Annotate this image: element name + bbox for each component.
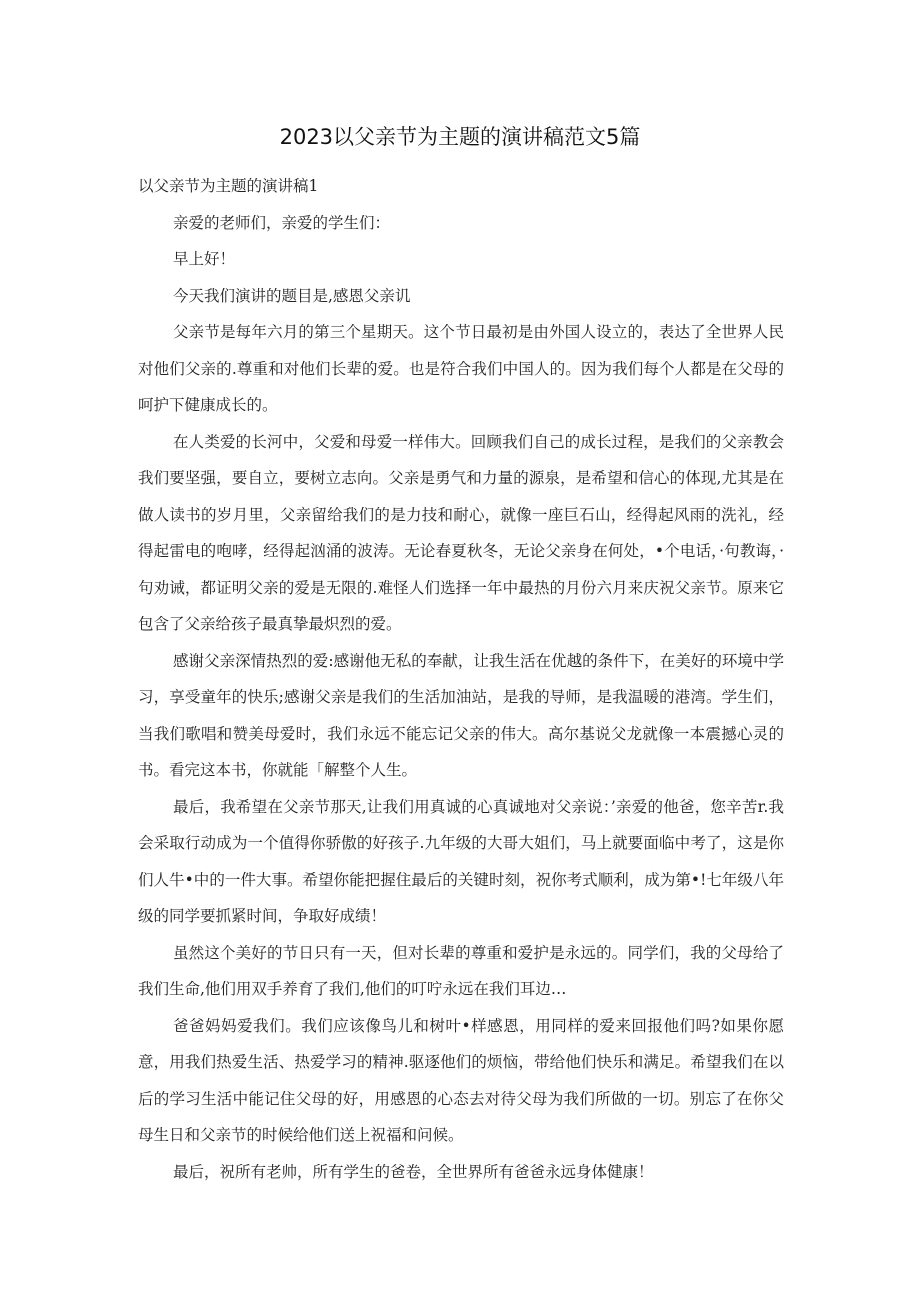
paragraph-fathers-day-origin: 父亲节是每年六月的第三个星期天。这个节日最初是由外国人设立的，表达了全世界人民对他们父亲的.尊重和对他们长辈的爱。也是符合我们中国人的。因为我们每个人都是在父母的呵护下健康成长的。	[138, 323, 784, 414]
paragraph-wishes: 最后，我希望在父亲节那天,让我们用真诚的心真诚地对父亲说：’亲爱的他爸，您辛苦r.我会采取行动成为一个值得你骄傲的好孩子.九年级的大哥大姐们，马上就要面临中考了，这是你们人牛•中的一件大事。希望你能把握住最后的关键时刻，祝你考式顺利，成为第•!七年级八年级的同学要抓紧时间，争取好成绩！	[138, 797, 784, 925]
paragraph-gratitude: 感谢父亲深情热烈的爱:感谢他无私的奉献，让我生活在优越的条件下，在美好的环境中学习，享受童年的快乐;感谢父亲是我们的生活加油站，是我的导师，是我温暖的港湾。学生们，当我们歌唱和赞美母爱时，我们永远不能忘记父亲的伟大。高尔基说父龙就像一本震撼心灵的书。看完这本书，你就能「解整个人生。	[138, 651, 784, 779]
paragraph-greeting: 亲爱的老师们，亲爱的学生们：	[173, 213, 391, 232]
paragraph-closing: 最后，祝所有老帅，所有学生的爸卷，全世界所有爸爸永远身体健康！	[173, 1162, 654, 1181]
document-body	[138, 168, 784, 1190]
paragraph-good-morning: 早上好！	[173, 250, 236, 268]
paragraph-fatherly-love: 在人类爱的长河中，父爱和母爱一样伟大。回顾我们自己的成长过程，是我们的父亲教会我们要坚强，要自立，要树立志向。父亲是勇气和力量的源泉，是希望和信心的体现,尤其是在做人读书的岁月里，父亲留给我们的是力技和耐心，就像一座巨石山，经得起风雨的洗礼，经得起雷电的咆哮，经得起汹涌的波涛。无论春夏秋冬，无论父亲身在何处，•个电话，·句教诲，·句劝诫，都证明父亲的爱是无限的.难怪人们选择一年中最热的月份六月来庆祝父亲节。原来它包含了父亲给孩子最真挚最炽烈的爱。	[138, 432, 784, 633]
paragraph-repay-love: 爸爸妈妈爱我们。我们应该像鸟儿和树叶•样感恩，用同样的爱来回报他们吗?如果你愿意，用我们热爱生活、热爱学习的精神.驱逐他们的烦恼，带给他们快乐和满足。希望我们在以后的学习生活中能记住父母的好，用感恩的心态去对待父母为我们所做的一切。别忘了在你父母生日和父亲节的时候给他们送上祝福和问候。	[138, 1016, 784, 1144]
document-title: 2023以父亲节为主题的演讲稿范文5篇	[279, 125, 641, 149]
paragraph-respect: 虽然这个美好的节日只有一天，但对长辈的尊重和爱护是永远的。同学们，我的父母给了我们生命,他们用双手养育了我们,他们的叮咛永远在我们耳边…	[138, 943, 784, 998]
paragraph-topic: 今天我们演讲的题目是,感恩父亲讥	[173, 286, 411, 305]
speech-subtitle: 以父亲节为主题的演讲稿1	[138, 177, 319, 195]
